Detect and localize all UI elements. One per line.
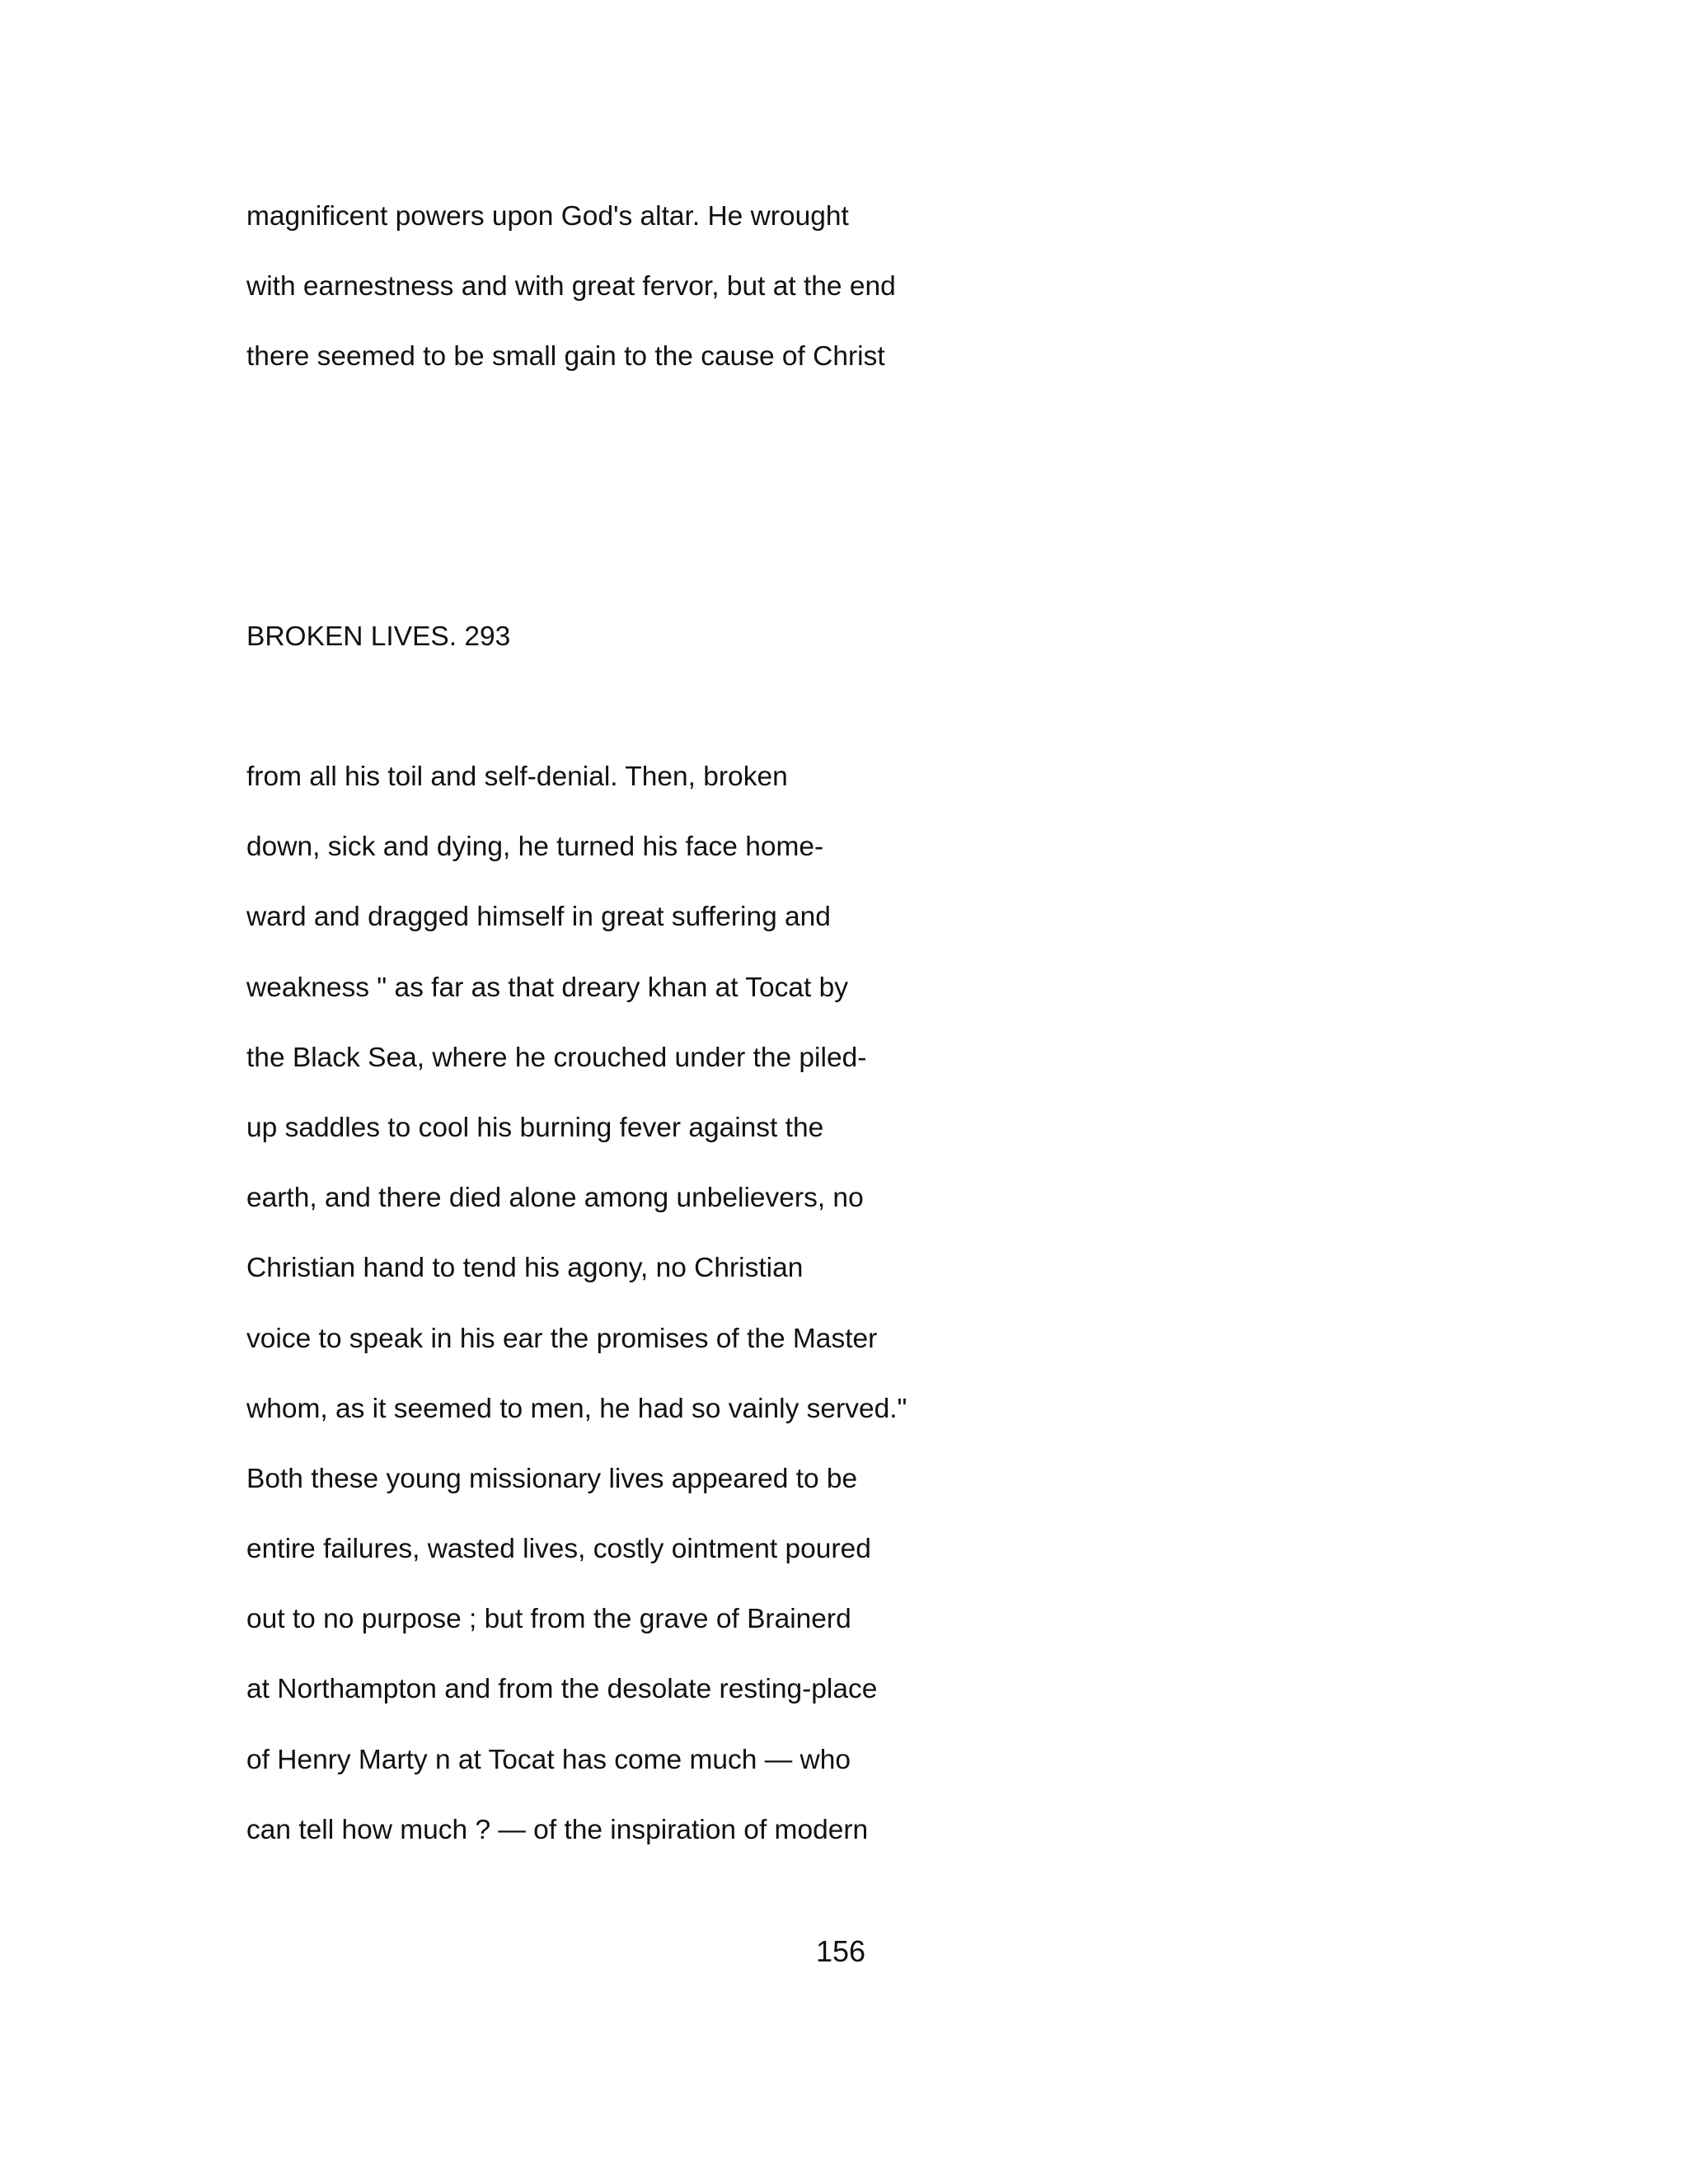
text-line: there seemed to be small gain to the cause of Christ bbox=[246, 341, 885, 373]
text-line: down, sick and dying, he turned his face home- bbox=[246, 832, 824, 863]
text-line: can tell how much ? — of the inspiration of modern bbox=[246, 1814, 869, 1845]
text-line: weakness " as far as that dreary khan at Tocat by bbox=[246, 972, 849, 1003]
text-line: the Black Sea, where he crouched under the piled- bbox=[246, 1042, 867, 1073]
text-line: entire failures, wasted lives, costly ointment poured bbox=[246, 1534, 871, 1565]
text-block-body bbox=[246, 742, 1483, 1865]
text-block-top bbox=[246, 181, 1483, 392]
text-line: out to no purpose ; but from the grave of Brainerd bbox=[246, 1604, 851, 1635]
text-line: up saddles to cool his burning fever against the bbox=[246, 1112, 824, 1143]
page-number: 156 bbox=[815, 1934, 866, 1968]
text-line: at Northampton and from the desolate resting-place bbox=[246, 1674, 878, 1705]
text-line: whom, as it seemed to men, he had so vainly served." bbox=[246, 1393, 907, 1424]
text-line: Christian hand to tend his agony, no Christian bbox=[246, 1253, 804, 1284]
text-line: Both these young missionary lives appeared to be bbox=[246, 1463, 858, 1494]
text-line: magnificent powers upon God's altar. He wrought bbox=[246, 201, 849, 232]
text-line: voice to speak in his ear the promises of the Master bbox=[246, 1323, 878, 1354]
text-line: from all his toil and self-denial. Then, broken bbox=[246, 762, 788, 792]
text-line: ward and dragged himself in great suffering and bbox=[246, 902, 831, 933]
running-head: BROKEN LIVES. 293 bbox=[246, 621, 511, 652]
text-line: earth, and there died alone among unbelievers, no bbox=[246, 1183, 864, 1214]
text-line: with earnestness and with great fervor, but at the end bbox=[246, 271, 896, 302]
text-line: of Henry Marty n at Tocat has come much — who bbox=[246, 1744, 851, 1775]
